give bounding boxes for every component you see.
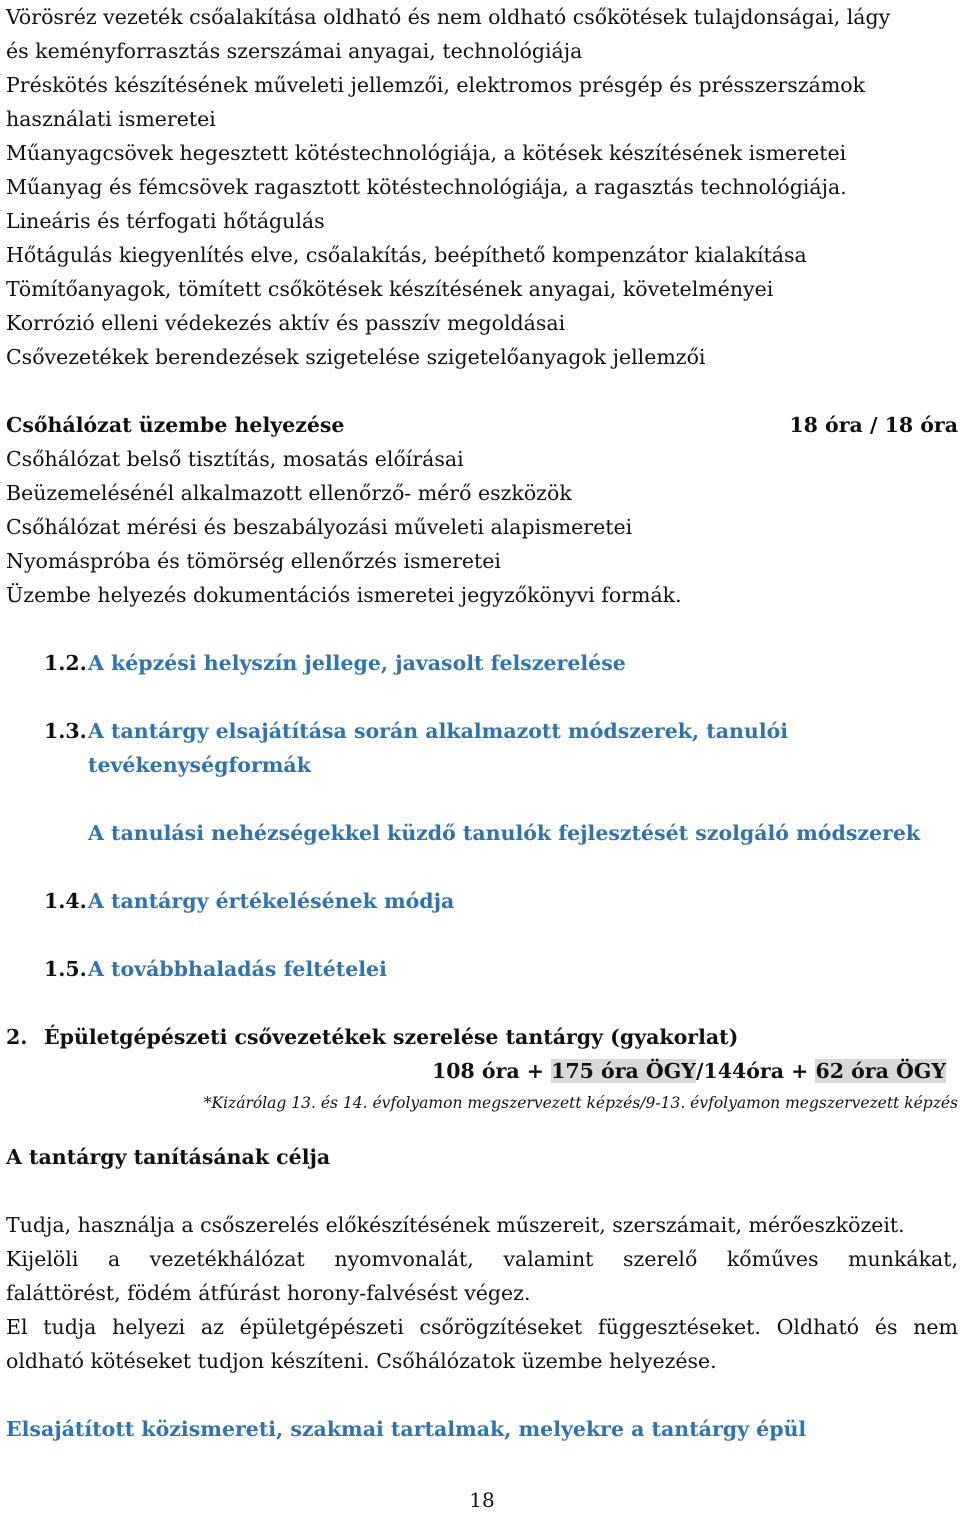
subheading-text: A tantárgy értékelésének módja xyxy=(88,889,455,913)
hours-highlight: 62 óra ÖGY xyxy=(815,1059,946,1083)
goal-paragraph-3-line-2: oldható kötéseket tudjon készíteni. Csőhálózatok üzembe helyezése. xyxy=(6,1349,717,1373)
subject-heading xyxy=(6,1020,958,1054)
section-item: Üzembe helyezés dokumentációs ismeretei jegyzőkönyvi formák. xyxy=(6,583,682,607)
subheading-1-4 xyxy=(6,884,958,918)
text-line: Műanyagcsövek hegesztett kötéstechnológiája, a kötések készítésének ismeretei xyxy=(6,141,847,165)
text-line: Hőtágulás kiegyenlítés elve, csőalakítás, beépíthető kompenzátor kialakítása xyxy=(6,243,807,267)
goal-paragraph-2-line-2: faláttörést, födém átfúrást horony-falvésést végez. xyxy=(6,1281,531,1305)
section-hours: 18 óra / 18 óra xyxy=(789,413,958,437)
text-line: Csővezetékek berendezések szigetelése szigetelőanyagok jellemzői xyxy=(6,345,706,369)
subject-hours xyxy=(6,1054,958,1088)
section-title: Csőhálózat üzembe helyezése xyxy=(6,413,345,437)
footer-heading: Elsajátított közismereti, szakmai tartalmak, melyekre a tantárgy épül xyxy=(6,1417,807,1441)
section-item: Csőhálózat mérési és beszabályozási műveleti alapismeretei xyxy=(6,515,633,539)
subject-title: Épületgépészeti csővezetékek szerelése tantárgy (gyakorlat) xyxy=(44,1025,739,1049)
top-text-block xyxy=(6,0,958,374)
subheading-number: 1.2. xyxy=(44,651,87,675)
hours-text: /144óra + xyxy=(695,1059,816,1083)
page-number: 18 xyxy=(469,1488,495,1512)
subject-note: *Kizárólag 13. és 14. évfolyamon megszervezett képzés/9-13. évfolyamon megszervezett képzés xyxy=(203,1094,958,1112)
hours-text: 108 óra + xyxy=(431,1059,552,1083)
subheading-text: A tantárgy elsajátítása során alkalmazott módszerek, tanulói xyxy=(88,719,789,743)
goal-paragraph-3-line-1: El tudja helyezi az épületgépészeti csőrögzítéseket függesztéseket. Oldható és nem xyxy=(6,1315,958,1339)
subheading-text: tevékenységformák xyxy=(88,753,311,777)
subheading-1-3 xyxy=(6,714,958,748)
goal-paragraph-2-line-1: Kijelöli a vezetékhálózat nyomvonalát, valamint szerelő kőműves munkákat, xyxy=(6,1247,958,1271)
text-line: Préskötés készítésének műveleti jellemzői, elektromos présgép és présszerszámok xyxy=(6,73,866,97)
subheading-number: 1.5. xyxy=(44,957,87,981)
text-line: Lineáris és térfogati hőtágulás xyxy=(6,209,325,233)
section-heading-row xyxy=(6,408,958,442)
subheading-1-5 xyxy=(6,952,958,986)
document-page xyxy=(6,0,958,1514)
text-line: és keményforrasztás szerszámai anyagai, technológiája xyxy=(6,39,583,63)
text-line: Vörösréz vezeték csőalakítása oldható és nem oldható csőkötések tulajdonságai, lágy xyxy=(6,5,891,29)
subheading-text: A tanulási nehézségekkel küzdő tanulók fejlesztését szolgáló módszerek xyxy=(88,821,921,845)
text-line: Műanyag és fémcsövek ragasztott kötéstechnológiája, a ragasztás technológiája. xyxy=(6,175,847,199)
goal-paragraph-1: Tudja, használja a csőszerelés előkészítésének műszereit, szerszámait, mérőeszközeit. xyxy=(6,1213,905,1237)
section-item: Csőhálózat belső tisztítás, mosatás előírásai xyxy=(6,447,464,471)
subheading-1-3-continued xyxy=(6,748,958,782)
subheading-text: A továbbhaladás feltételei xyxy=(88,957,387,981)
text-line: használati ismeretei xyxy=(6,107,216,131)
hours-highlight: 175 óra ÖGY xyxy=(551,1059,696,1083)
section-items xyxy=(6,442,958,612)
subject-number: 2. xyxy=(6,1025,28,1049)
subheading-number: 1.3. xyxy=(44,719,87,743)
subheading-number: 1.4. xyxy=(44,889,87,913)
subheading-1-2 xyxy=(6,646,958,680)
text-line: Korrózió elleni védekezés aktív és passzív megoldásai xyxy=(6,311,566,335)
subheading-text: A képzési helyszín jellege, javasolt felszerelése xyxy=(88,651,626,675)
text-line: Tömítőanyagok, tömített csőkötések készítésének anyagai, követelményei xyxy=(6,277,774,301)
goal-title: A tantárgy tanításának célja xyxy=(6,1145,331,1169)
section-item: Beüzemelésénél alkalmazott ellenőrző- mérő eszközök xyxy=(6,481,572,505)
subheading-1-3-sub xyxy=(6,816,958,850)
section-item: Nyomáspróba és tömörség ellenőrzés ismeretei xyxy=(6,549,501,573)
